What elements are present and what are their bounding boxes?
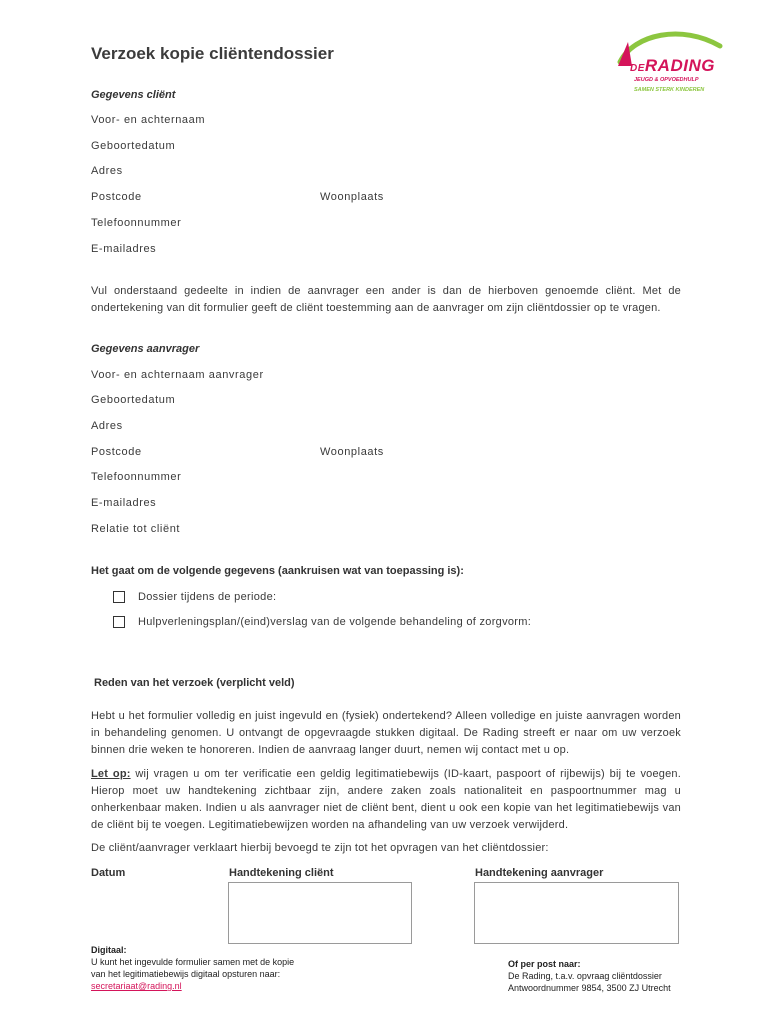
- digital-block: [91, 944, 331, 992]
- logo-prefix: DE: [630, 63, 645, 74]
- requester-email-field[interactable]: E-mailadres: [91, 497, 157, 509]
- digital-heading: Digitaal:: [91, 945, 127, 955]
- digital-line-1: U kunt het ingevulde formulier samen met de kopie: [91, 957, 295, 967]
- requester-postcode-field[interactable]: Postcode: [91, 446, 142, 458]
- client-signature-label: Handtekening cliënt: [229, 867, 334, 879]
- logo-tagline: SAMEN STERK KINDEREN: [634, 87, 705, 93]
- id-note-paragraph: [91, 766, 681, 834]
- requester-name-field[interactable]: Voor- en achternaam aanvrager: [91, 369, 264, 381]
- requester-address-field[interactable]: Adres: [91, 420, 123, 432]
- requester-birthdate-field[interactable]: Geboortedatum: [91, 394, 176, 406]
- requester-phone-field[interactable]: Telefoonnummer: [91, 471, 182, 483]
- post-line-2: Antwoordnummer 9854, 3500 ZJ Utrecht: [508, 983, 671, 993]
- period-option-label: Dossier tijdens de periode:: [138, 591, 277, 603]
- note-label: Let op:: [91, 768, 131, 780]
- logo-subtitle: JEUGD & OPVOEDHULP: [634, 77, 699, 83]
- page-title: Verzoek kopie cliëntendossier: [91, 44, 334, 63]
- requester-section-heading: Gegevens aanvrager: [91, 343, 200, 355]
- client-birthdate-field[interactable]: Geboortedatum: [91, 140, 176, 152]
- logo-name: RADING: [644, 56, 715, 75]
- client-signature-box[interactable]: [228, 882, 412, 944]
- post-line-1: De Rading, t.a.v. opvraag cliëntdossier: [508, 971, 662, 981]
- completion-paragraph: Hebt u het formulier volledig en juist ingevuld en (fysiek) ondertekend? Alleen volledige en juiste aanvragen worden in behandeling genomen. U ontvangt de opgevraagde stukken digitaal. De Rading streeft er naar om uw verzoek binnen drie weken te honoreren. Indien de aanvraag langer duurt, nemen wij contact met u op.: [91, 710, 681, 756]
- data-question: Het gaat om de volgende gegevens (aankruisen wat van toepassing is):: [91, 565, 464, 577]
- date-label: Datum: [91, 867, 126, 879]
- post-block: [508, 958, 708, 994]
- logo: [612, 28, 724, 98]
- period-checkbox[interactable]: [113, 591, 125, 603]
- reason-heading: Reden van het verzoek (verplicht veld): [94, 677, 295, 689]
- requester-signature-box[interactable]: [474, 882, 679, 944]
- client-address-field[interactable]: Adres: [91, 165, 123, 177]
- client-section-heading: Gegevens cliënt: [91, 89, 176, 101]
- client-phone-field[interactable]: Telefoonnummer: [91, 217, 182, 229]
- requester-signature-label: Handtekening aanvrager: [475, 867, 604, 879]
- client-postcode-field[interactable]: Postcode: [91, 191, 142, 203]
- post-heading: Of per post naar:: [508, 959, 581, 969]
- note-text: wij vragen u om ter verificatie een geldig legitimatiebewijs (ID-kaart, paspoort of rijbewijs) bij te voegen. Hierop moet uw handtekening zichtbaar zijn, andere zaken zoals nationaliteit en paspoortnummer mag u onherkenbaar maken. Indien u als aanvrager niet de cliënt bent, dient u ook een kopie van het legitimatiebewijs van de cliënt bij te voegen. Legitimatiebewijzen worden na afhandeling van uw verzoek verwijderd.: [91, 768, 681, 831]
- declaration-text: De cliënt/aanvrager verklaart hierbij bevoegd te zijn tot het opvragen van het cliëntdossier:: [91, 842, 549, 854]
- client-email-field[interactable]: E-mailadres: [91, 243, 157, 255]
- email-link[interactable]: secretariaat@rading.nl: [91, 981, 182, 991]
- plan-option-label: Hulpverleningsplan/(eind)verslag van de volgende behandeling of zorgvorm:: [138, 616, 532, 628]
- digital-line-2: van het legitimatiebewijs digitaal opsturen naar:: [91, 969, 281, 979]
- requester-city-field[interactable]: Woonplaats: [320, 446, 384, 458]
- requester-relation-field[interactable]: Relatie tot cliënt: [91, 523, 181, 535]
- plan-checkbox[interactable]: [113, 616, 125, 628]
- client-city-field[interactable]: Woonplaats: [320, 191, 384, 203]
- instruction-text: Vul onderstaand gedeelte in indien de aanvrager een ander is dan de hierboven genoemde cliënt. Met de ondertekening van dit formulier geeft de cliënt toestemming aan de aanvrager om zijn cliëntdossier op te vragen.: [91, 285, 681, 314]
- client-name-field[interactable]: Voor- en achternaam: [91, 114, 206, 126]
